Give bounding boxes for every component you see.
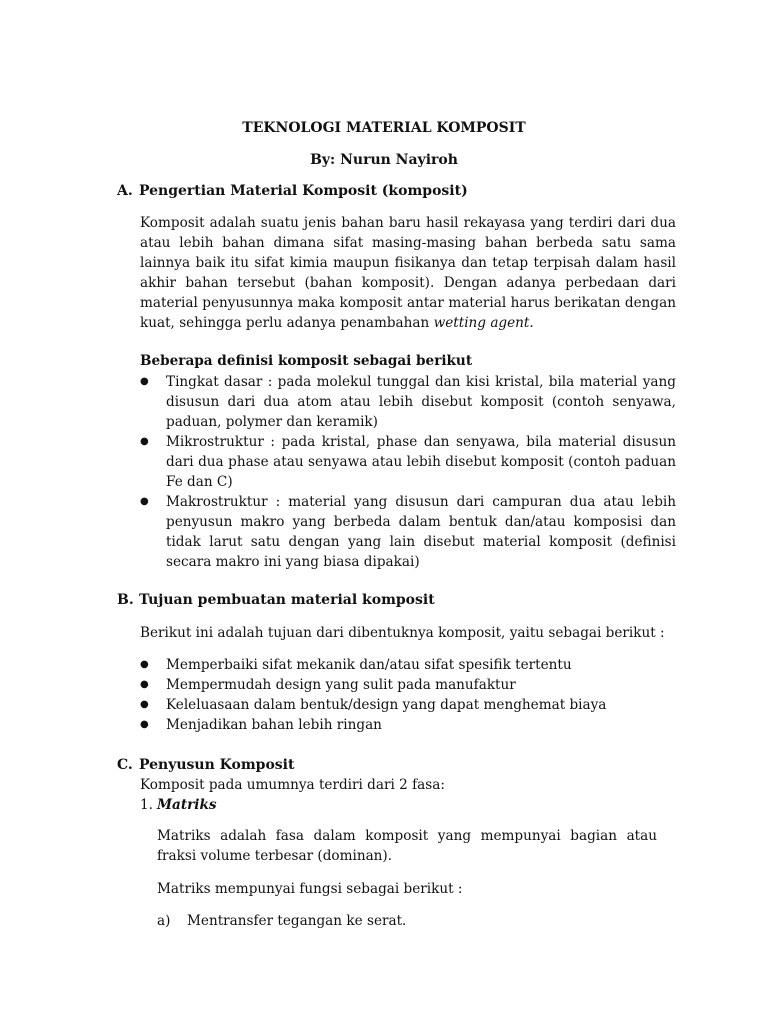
section-b-heading [117,590,677,610]
list-item [140,372,676,432]
bullet-icon: ● [140,376,149,387]
goal-text: Keleluasaan dalam bentuk/design yang dapat menghemat biaya [166,697,607,713]
bullet-icon: ● [140,679,149,690]
goals-list [140,655,676,735]
definitions-list [140,372,676,572]
list-item [140,715,676,735]
section-c-intro: Komposit pada umumnya terdiri dari 2 fasa: [140,777,445,793]
section-a-heading [117,181,677,201]
list-item [140,675,676,695]
goal-text: Menjadikan bahan lebih ringan [166,717,382,733]
section-a-paragraph-italic: wetting agent [433,315,530,331]
matriks-function-a [157,911,657,931]
bullet-icon: ● [140,496,149,507]
matriks-item [140,795,676,815]
bullet-icon: ● [140,699,149,710]
section-a-title: Pengertian Material Komposit (komposit) [139,183,468,199]
document-author: By: Nurun Nayiroh [310,152,458,168]
section-b-letter: B. [117,592,134,608]
section-a-letter: A. [117,183,133,199]
section-c-letter: C. [117,757,133,773]
goal-text: Memperbaiki sifat mekanik dan/atau sifat spesifik tertentu [166,657,572,673]
section-c-heading [117,755,677,775]
section-c-title: Penyusun Komposit [139,757,295,773]
goal-text: Mempermudah design yang sulit pada manufaktur [166,677,516,693]
definition-text: Tingkat dasar : pada molekul tunggal dan kisi kristal, bila material yang disusun dari dua atom atau lebih disebut komposit (contoh senyawa, paduan, polymer dan keramik) [166,374,676,430]
matriks-number: 1. [140,797,153,813]
definition-text: Makrostruktur : material yang disusun dari campuran dua atau lebih penyusun makro yang berbeda dalam bentuk dan/atau komposisi dan tidak larut satu dengan yang lain disebut material komposit (definisi secara makro ini yang biasa dipakai) [166,494,676,570]
bullet-icon: ● [140,436,149,447]
document-title: TEKNOLOGI MATERIAL KOMPOSIT [242,120,526,136]
section-b-intro: Berikut ini adalah tujuan dari dibentuknya komposit, yaitu sebagai berikut : [140,625,665,641]
list-item [140,492,676,572]
function-a-text: Mentransfer tegangan ke serat. [187,913,407,929]
matriks-definition: Matriks adalah fasa dalam komposit yang mempunyai bagian atau fraksi volume terbesar (dominan). [157,828,657,864]
definitions-subheading: Beberapa definisi komposit sebagai berikut [140,353,473,369]
bullet-icon: ● [140,659,149,670]
definition-text: Mikrostruktur : pada kristal, phase dan senyawa, bila material disusun dari dua phase atau senyawa atau lebih disebut komposit (contoh paduan Fe dan C) [166,434,676,490]
list-item [140,655,676,675]
section-a-paragraph [140,213,676,333]
section-a-paragraph-end: . [529,315,534,331]
bullet-icon: ● [140,719,149,730]
list-item [140,695,676,715]
function-a-label: a) [157,913,171,929]
matriks-label: Matriks [157,797,217,813]
matriks-function-intro: Matriks mempunyai fungsi sebagai berikut : [157,881,463,897]
section-a-paragraph-text: Komposit adalah suatu jenis bahan baru hasil rekayasa yang terdiri dari dua atau lebih bahan dimana sifat masing-masing bahan berbeda satu sama lainnya baik itu sifat kimia maupun fisikanya dan tetap terpisah dalam hasil akhir bahan tersebut (bahan komposit). Dengan adanya perbedaan dari material penyusunnya maka komposit antar material harus berikatan dengan kuat, sehingga perlu adanya penambahan [140,215,676,331]
section-b-title: Tujuan pembuatan material komposit [139,592,435,608]
list-item [140,432,676,492]
